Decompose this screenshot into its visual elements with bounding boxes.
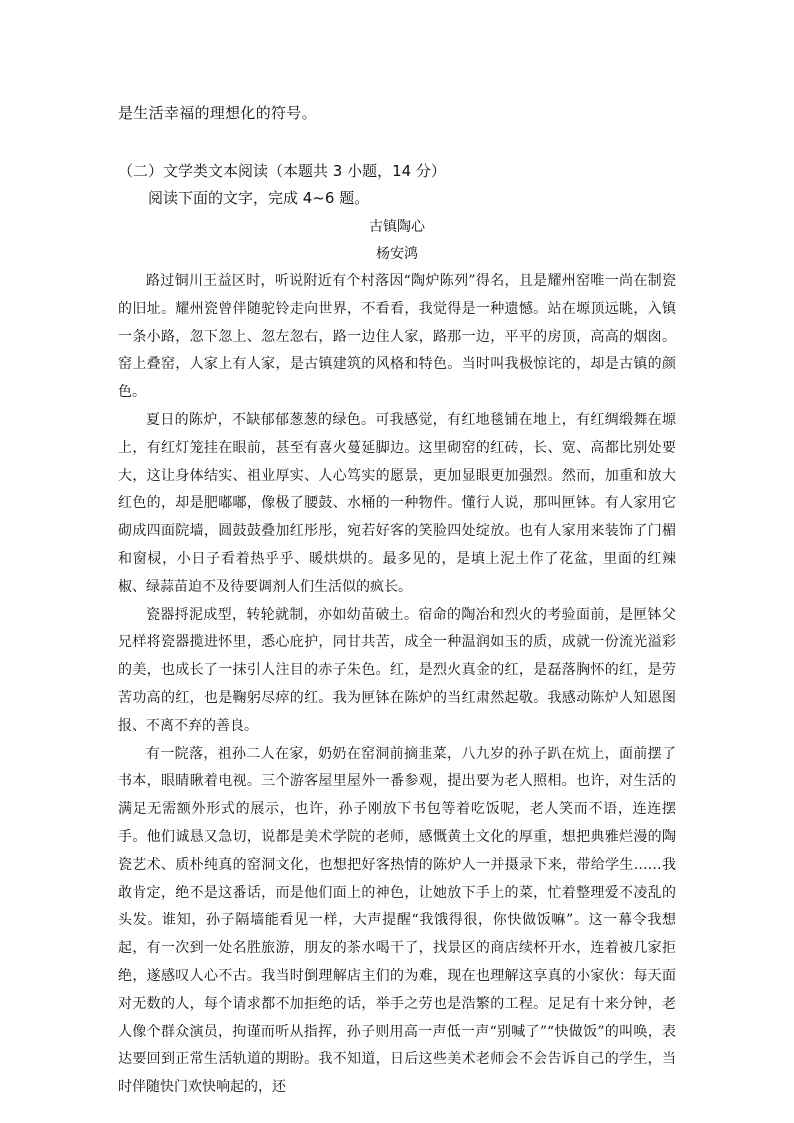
article-paragraph: 瓷器捋泥成型，转轮就制，亦如幼苗破土。宿命的陶冶和烈火的考验面前，是匣钵父兄样将瓷器揽进怀里，悉心庇护，同甘共苦，成全一种温润如玉的质，成就一份流光溢彩的美，也成长了一抹引人注目的赤子朱色。红，是烈火真金的红，是磊落胸怀的红，是劳苦功高的红，也是鞠躬尽瘁的红。我为匣钵在陈炉的当红肃然起敬。我感动陈炉人知恩图报、不离不弃的善良。 [118,606,676,734]
section-instruction: 阅读下面的文字，完成 4~6 题。 [148,189,370,207]
continuation-line: 是生活幸福的理想化的符号。 [118,104,317,122]
section-heading: （二）文学类文本阅读（本题共 3 小题，14 分） [118,162,446,180]
article-body [118,268,676,1102]
article-title: 古镇陶心 [369,219,425,235]
article-author: 杨安鸿 [376,246,418,262]
article-paragraph: 有一院落，祖孙二人在家，奶奶在窑洞前摘韭菜，八九岁的孙子趴在炕上，面前摆了书本，眼睛瞅着电视。三个游客屋里屋外一番参观，提出要为老人照相。也许，对生活的满足无需额外形式的展示，也许，孙子刚放下书包等着吃饭呢，老人笑而不语，连连摆手。他们诚恳又急切，说都是美术学院的老师，感慨黄土文化的厚重，想把典雅烂漫的陶瓷艺术、质朴纯真的窑洞文化，也想把好客热情的陈炉人一并摄录下来，带给学生……我敢肯定，绝不是这番话，而是他们面上的神色，让她放下手上的菜，忙着整理爱不凌乱的头发。谁知，孙子隔墙能看见一样，大声提醒“我饿得很，你快做饭嘛”。这一幕令我想起，有一次到一处名胜旅游，朋友的茶水喝干了，找景区的商店续杯开水，连着被几家拒绝，遂感叹人心不古。我当时倒理解店主们的为难，现在也理解这享真的小家伙：每天面对无数的人，每个请求都不加拒绝的话，举手之劳也是浩繁的工程。足足有十来分钟，老人像个群众演员，拘谨而听从指挥，孙子则用高一声低一声“别喊了”“快做饭”的叫唤，表达要回到正常生活轨道的期盼。我不知道，日后这些美术老师会不会告诉自己的学生，当时伴随快门欢快响起的，还 [118,745,676,1096]
article-paragraph: 夏日的陈炉，不缺郁郁葱葱的绿色。可我感觉，有红地毯铺在地上，有红绸缎舞在塬上，有红灯笼挂在眼前，甚至有喜火蔓延脚边。这里砌窑的红砖，长、宽、高都比别处要大，这让身体结实、祖业厚实、人心笃实的愿景，更加显眼更加强烈。然而，加重和放大红色的，却是肥嘟嘟，像极了腰鼓、水桶的一种物件。懂行人说，那叫匣钵。有人家用它砌成四面院墙，圆鼓鼓叠加红彤彤，宛若好客的笑脸四处绽放。也有人家用来装饰了门楣和窗棂，小日子看着热乎乎、暖烘烘的。最多见的，是填上泥土作了花盆，里面的红辣椒、绿蒜苗迫不及待要调剂人们生活似的疯长。 [118,411,676,595]
article-paragraph: 路过铜川王益区时，听说附近有个村落因“陶炉陈列”得名，且是耀州窑唯一尚在制瓷的旧址。耀州瓷曾伴随驼铃走向世界，不看看，我觉得是一种遗憾。站在塬顶远眺，入镇一条小路，忽下忽上、忽左忽右，路一边住人家，路那一边，平平的房顶，高高的烟囱。窑上叠窑，人家上有人家，是古镇建筑的风格和特色。当时叫我极惊诧的，却是古镇的颜色。 [118,273,676,401]
